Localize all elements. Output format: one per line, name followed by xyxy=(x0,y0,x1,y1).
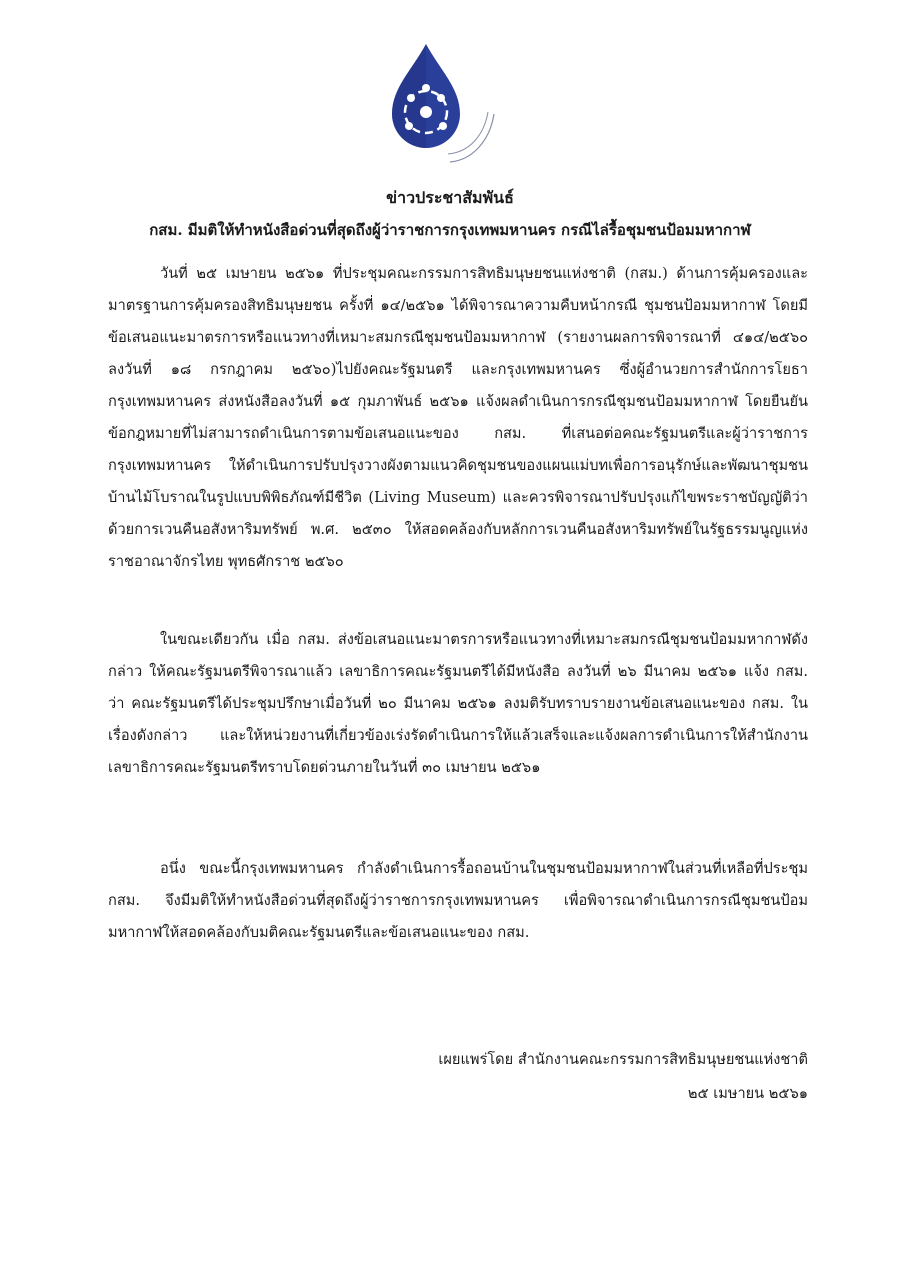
published-by: เผยแพร่โดย สำนักงานคณะกรรมการสิทธิมนุษยชนแห่งชาติ xyxy=(438,1051,808,1068)
paragraph-1 xyxy=(108,258,808,578)
paragraph-3-text: อนึ่ง ขณะนี้กรุงเทพมหานคร กำลังดำเนินการรื้อถอนบ้านในชุมชนป้อมมหากาฬในส่วนที่เหลือที่ประชุม กสม. จึงมีมติให้ทำหนังสือด่วนที่สุดถึงผู้ว่าราชการกรุงเทพมหานคร เพื่อพิจารณาดำเนินการกรณีชุมชนป้อมมหากาฬให้สอดคล้องกับมติคณะรัฐมนตรีและข้อเสนอแนะของ กสม. xyxy=(108,860,808,941)
paragraph-2-text: ในขณะเดียวกัน เมื่อ กสม. ส่งข้อเสนอแนะมาตรการหรือแนวทางที่เหมาะสมกรณีชุมชนป้อมมหากาฬดังกล่าว ให้คณะรัฐมนตรีพิจารณาแล้ว เลขาธิการคณะรัฐมนตรีได้มีหนังสือ ลงวันที่ ๒๖ มีนาคม ๒๕๖๑ แจ้ง กสม. ว่า คณะรัฐมนตรีได้ประชุมปรึกษาเมื่อวันที่ ๒๐ มีนาคม ๒๕๖๑ ลงมติรับทราบรายงานข้อเสนอแนะของ กสม. ในเรื่องดังกล่าว และให้หน่วยงานที่เกี่ยวข้องเร่งรัดดำเนินการให้แล้วเสร็จและแจ้งผลการดำเนินการให้สำนักงานเลขาธิการคณะรัฐมนตรีทราบโดยด่วนภายในวันที่ ๓๐ เมษายน ๒๕๖๑ xyxy=(108,631,808,776)
nhrct-logo xyxy=(378,40,548,170)
paragraph-3 xyxy=(108,853,808,949)
publish-date: ๒๕ เมษายน ๒๕๖๑ xyxy=(687,1085,808,1102)
page-title: ข่าวประชาสัมพันธ์ xyxy=(386,188,514,207)
paragraph-1-text: วันที่ ๒๕ เมษายน ๒๕๖๑ ที่ประชุมคณะกรรมการสิทธิมนุษยชนแห่งชาติ (กสม.) ด้านการคุ้มครองและมาตรฐานการคุ้มครองสิทธิมนุษยชน ครั้งที่ ๑๔/๒๕๖๑ ได้พิจารณาความคืบหน้ากรณี ชุมชนป้อมมหากาฬ โดยมีข้อเสนอแนะมาตรการหรือแนวทางที่เหมาะสมกรณีชุมชนป้อมมหากาฬ (รายงานผลการพิจารณาที่ ๔๑๔/๒๕๖๐ ลงวันที่ ๑๘ กรกฎาคม ๒๕๖๐)ไปยังคณะรัฐมนตรี และกรุงเทพมหานคร ซึ่งผู้อำนวยการสำนักการโยธา กรุงเทพมหานคร ส่งหนังสือลงวันที่ ๑๕ กุมภาพันธ์ ๒๕๖๑ แจ้งผลดำเนินการกรณีชุมชนป้อมมหากาฬ โดยยืนยันข้อกฎหมายที่ไม่สามารถดำเนินการตามข้อเสนอแนะของ กสม. ที่เสนอต่อคณะรัฐมนตรีและผู้ว่าราชการกรุงเทพมหานคร ให้ดำเนินการปรับปรุงวางผังตามแนวคิดชุมชนของแผนแม่บทเพื่อการอนุรักษ์และพัฒนาชุมชนบ้านไม้โบราณในรูปแบบพิพิธภัณฑ์มีชีวิต (Living Museum) และควรพิจารณาปรับปรุงแก้ไขพระราชบัญญัติว่าด้วยการเวนคืนอสังหาริมทรัพย์ พ.ศ. ๒๕๓๐ ให้สอดคล้องกับหลักการเวนคืนอสังหาริมทรัพย์ในรัฐธรรมนูญแห่งราชอาณาจักรไทย พุทธศักราช ๒๕๖๐ xyxy=(108,265,808,570)
paragraph-2 xyxy=(108,624,808,784)
nhrct-emblem-icon xyxy=(378,40,548,170)
page-subtitle: กสม. มีมติให้ทำหนังสือด่วนที่สุดถึงผู้ว่าราชการกรุงเทพมหานคร กรณีไล่รื้อชุมชนป้อมมหากาฬ xyxy=(149,221,751,239)
